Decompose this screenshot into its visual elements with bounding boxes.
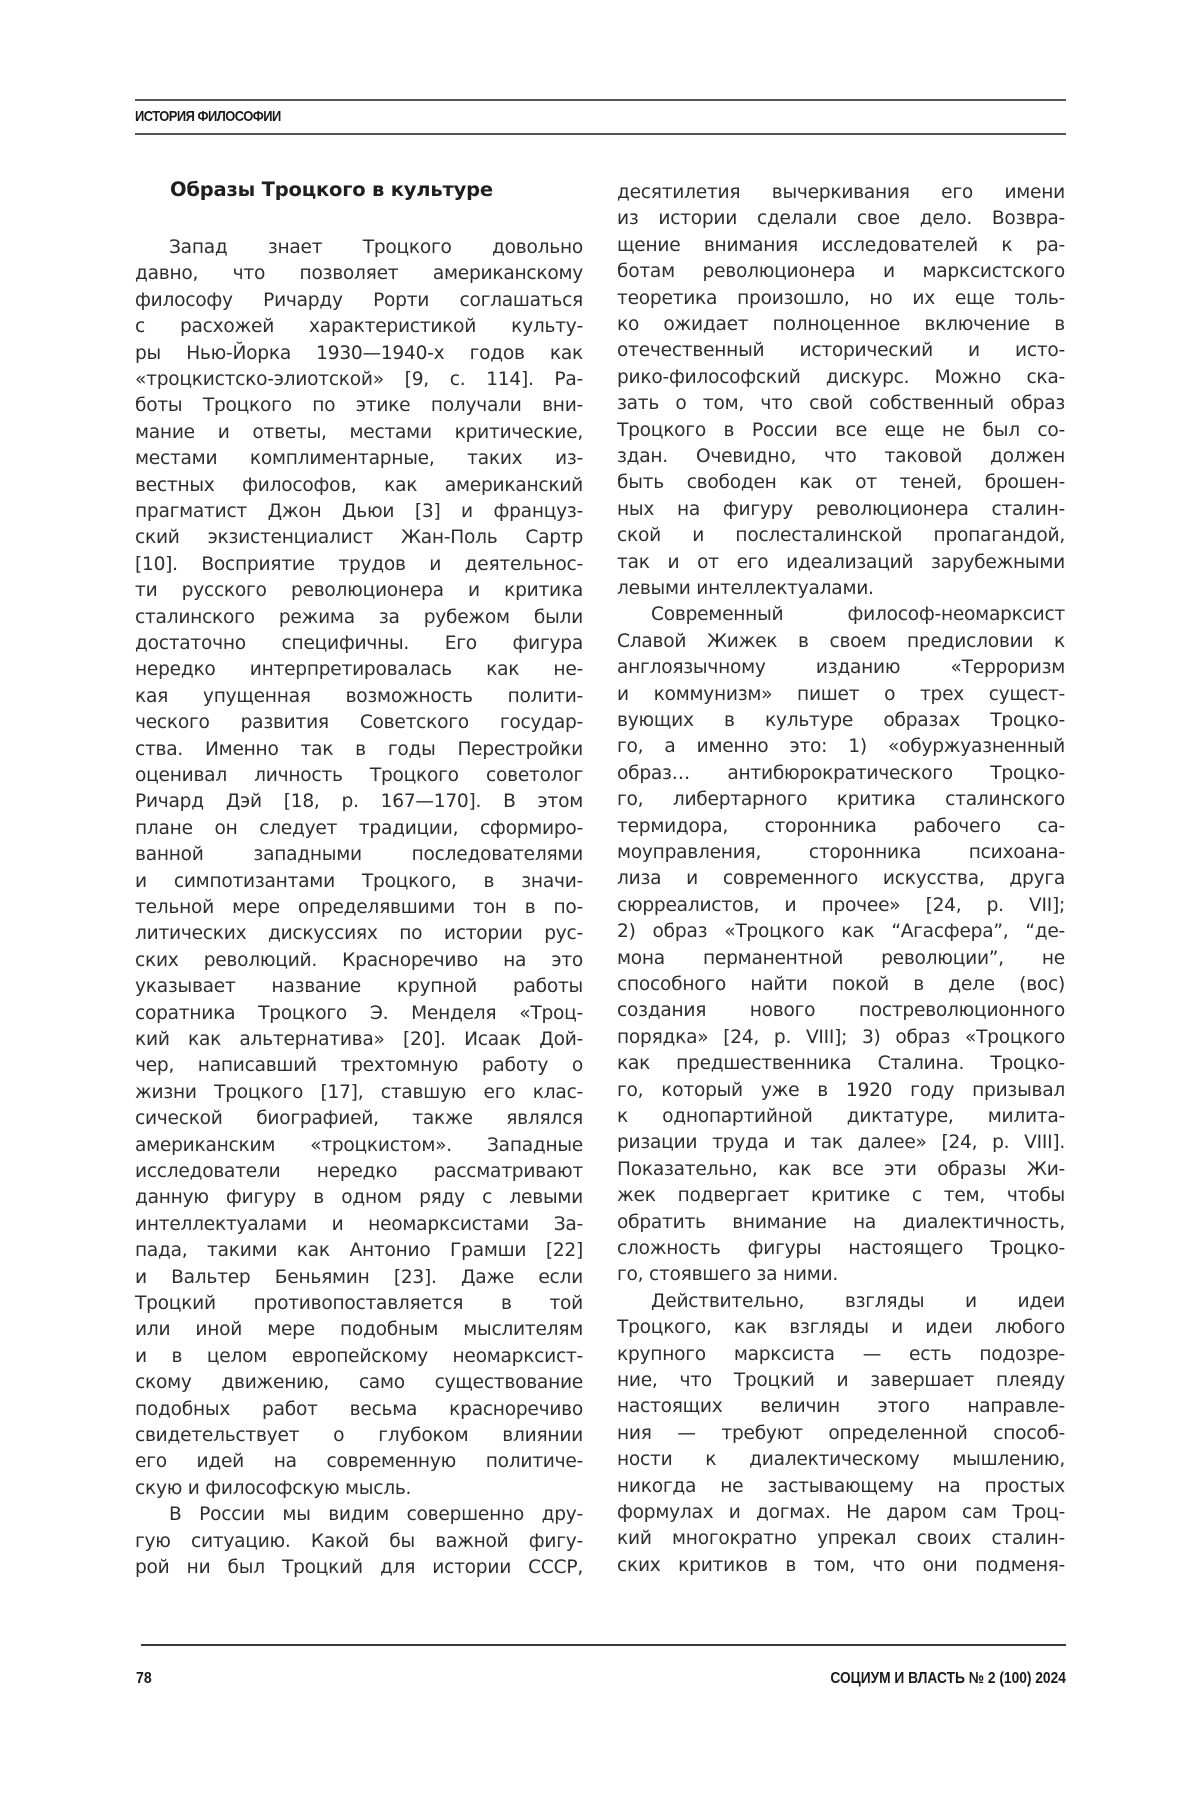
- text-line: интеллектуалами и неомарксистами За-: [135, 1213, 583, 1235]
- text-line: лиза и современного искусства, друга: [617, 868, 1065, 890]
- text-line: Запад знает Троцкого довольно: [169, 237, 583, 258]
- text-line: к однопартийной диктатуре, милита-: [617, 1106, 1065, 1127]
- text-line: тельной мере определявшими тон в по-: [135, 897, 583, 918]
- text-line: ской и послесталинской пропагандой,: [617, 525, 1065, 547]
- page-number: 78: [136, 1670, 152, 1687]
- text-line: ботам революционера и марксистского: [617, 261, 1065, 283]
- text-line: быть свободен как от теней, брошен-: [617, 472, 1065, 494]
- text-line: ческого развития Советского государ-: [135, 712, 583, 734]
- text-line: и симпотизантами Троцкого, в значи-: [135, 870, 583, 892]
- text-line: нередко интерпретировалась как не-: [135, 659, 583, 681]
- text-line: скую и философскую мысль.: [135, 1477, 412, 1499]
- text-line: способного найти покой в деле (вос): [617, 974, 1065, 995]
- text-line: и Вальтер Беньямин [23]. Даже если: [135, 1266, 583, 1288]
- text-line: мание и ответы, местами критические,: [135, 421, 583, 443]
- text-line: здан. Очевидно, что таковой должен: [617, 446, 1065, 467]
- text-line: его идей на современную политиче-: [135, 1451, 583, 1473]
- text-line: так и от его идеализаций зарубежными: [617, 551, 1065, 573]
- text-line: жизни Троцкого [17], ставшую его клас-: [135, 1081, 583, 1103]
- text-line: отечественный исторический и исто-: [617, 340, 1065, 362]
- text-line: десятилетия вычеркивания его имени: [617, 182, 1065, 203]
- text-line: ских революций. Красноречиво на это: [135, 949, 583, 971]
- text-line: сюрреалистов, и прочее» [24, p. VII];: [617, 894, 1065, 916]
- text-line: рико-философский дискурс. Можно ска-: [617, 366, 1065, 388]
- text-line: Троцкий противопоставляется в той: [135, 1293, 583, 1314]
- text-line: ванной западными последователями: [135, 844, 583, 866]
- text-line: ности к диалектическому мышлению,: [617, 1449, 1065, 1471]
- text-line: теоретика произошло, но их еще толь-: [617, 287, 1065, 309]
- text-line: [10]. Восприятие трудов и деятельнос-: [135, 553, 583, 575]
- text-line: скому движению, само существование: [135, 1372, 583, 1394]
- text-line: крупного марксиста — есть подозре-: [617, 1343, 1065, 1365]
- text-line: прагматист Джон Дьюи [3] и француз-: [135, 501, 583, 522]
- article-heading: Образы Троцкого в культуре: [170, 178, 493, 201]
- text-line: сложность фигуры настоящего Троцко-: [617, 1238, 1065, 1259]
- text-line: левыми интеллектуалами.: [617, 578, 874, 599]
- footer-rule: [141, 1644, 1066, 1646]
- text-line: термидора, сторонника рабочего са-: [617, 815, 1065, 837]
- text-line: давно, что позволяет американскому: [135, 263, 583, 285]
- text-line: американским «троцкистом». Западные: [135, 1134, 583, 1156]
- text-line: англоязычному изданию «Терроризм: [617, 657, 1065, 679]
- text-line: В России мы видим совершенно дру-: [169, 1504, 583, 1526]
- text-line: оценивал личность Троцкого советолог: [135, 765, 583, 786]
- text-line: зать о том, что свой собственный образ: [617, 393, 1065, 415]
- text-line: Современный философ-неомарксист: [651, 604, 1065, 626]
- journal-issue: СОЦИУМ И ВЛАСТЬ № 2 (100) 2024: [830, 1670, 1066, 1687]
- text-line: щение внимания исследователей к ра-: [617, 234, 1065, 256]
- text-line: философу Ричарду Рорти соглашаться: [135, 289, 583, 311]
- text-line: ко ожидает полноценное включение в: [617, 314, 1065, 335]
- text-line: гую ситуацию. Какой бы важной фигу-: [135, 1530, 583, 1552]
- text-line: соратника Троцкого Э. Менделя «Троц-: [135, 1002, 583, 1024]
- text-line: Показательно, как все эти образы Жи-: [617, 1158, 1065, 1180]
- text-line: Действительно, взгляды и идеи: [651, 1290, 1065, 1312]
- text-line: или иной мере подобным мыслителям: [135, 1319, 583, 1341]
- text-line: ния — требуют определенной способ-: [617, 1422, 1065, 1444]
- text-line: ский экзистенциалист Жан-Поль Сартр: [135, 527, 583, 549]
- text-line: и коммунизм» пишет о трех сущест-: [617, 683, 1065, 705]
- text-line: ских критиков в том, что они подменя-: [617, 1554, 1065, 1576]
- header-top-rule: [135, 99, 1066, 101]
- text-line: боты Троцкого по этике получали вни-: [135, 395, 583, 417]
- text-line: ства. Именно так в годы Перестройки: [135, 738, 583, 760]
- text-line: пада, такими как Антонио Грамши [22]: [135, 1240, 583, 1262]
- text-line: образ… антибюрократического Троцко-: [617, 762, 1065, 784]
- text-line: обратить внимание на диалектичность,: [617, 1211, 1065, 1233]
- text-line: жек подвергает критике с тем, чтобы: [617, 1185, 1065, 1207]
- text-line: 2) образ «Троцкого как “Агасфера”, “де-: [617, 921, 1065, 943]
- text-line: кая упущенная возможность полити-: [135, 685, 583, 707]
- text-line: мона перманентной революции”, не: [617, 947, 1065, 969]
- text-line: вестных философов, как американский: [135, 474, 583, 496]
- text-line: формулах и догмах. Не даром сам Троц-: [617, 1502, 1065, 1523]
- text-line: как предшественника Сталина. Троцко-: [617, 1053, 1065, 1075]
- text-line: свидетельствует о глубоком влиянии: [135, 1425, 583, 1446]
- header-bottom-rule: [135, 133, 1066, 135]
- text-line: го, а именно это: 1) «обуржуазненный: [617, 736, 1065, 758]
- text-line: кий многократно упрекал своих сталин-: [617, 1528, 1065, 1550]
- text-line: создания нового постреволюционного: [617, 1000, 1065, 1022]
- text-line: вующих в культуре образах Троцко-: [617, 710, 1065, 731]
- text-line: го, либертарного критика сталинского: [617, 789, 1065, 811]
- text-line: ных на фигуру революционера сталин-: [617, 498, 1065, 520]
- text-line: из истории сделали свое дело. Возвра-: [617, 208, 1065, 230]
- text-line: го, стоявшего за ними.: [617, 1264, 839, 1286]
- text-line: ти русского революционера и критика: [135, 580, 583, 602]
- text-line: рой ни был Троцкий для истории СССР,: [135, 1557, 583, 1578]
- text-line: ризации труда и так далее» [24, p. VIII].: [617, 1132, 1065, 1154]
- text-line: местами комплиментарные, таких из-: [135, 448, 583, 470]
- text-line: чер, написавший трехтомную работу о: [135, 1055, 583, 1077]
- text-line: Троцкого в России все еще не был со-: [617, 419, 1065, 441]
- text-line: «троцкистско-элиотской» [9, с. 114]. Ра-: [135, 369, 583, 390]
- text-line: никогда не застывающему на простых: [617, 1475, 1065, 1497]
- text-line: сической биографией, также являлся: [135, 1108, 583, 1130]
- text-line: достаточно специфичны. Его фигура: [135, 633, 583, 654]
- text-line: исследователи нередко рассматривают: [135, 1161, 583, 1182]
- text-line: настоящих величин этого направле-: [617, 1396, 1065, 1418]
- text-line: и в целом европейскому неомарксист-: [135, 1345, 583, 1367]
- section-label: ИСТОРИЯ ФИЛОСОФИИ: [135, 108, 281, 125]
- text-line: данную фигуру в одном ряду с левыми: [135, 1187, 583, 1209]
- text-line: плане он следует традиции, сформиро-: [135, 817, 583, 839]
- text-line: сталинского режима за рубежом были: [135, 606, 583, 628]
- text-line: кий как альтернатива» [20]. Исаак Дой-: [135, 1029, 583, 1050]
- text-line: порядка» [24, p. VIII]; 3) образ «Троцкого: [617, 1026, 1065, 1048]
- text-line: Славой Жижек в своем предисловии к: [617, 630, 1065, 652]
- text-line: моуправления, сторонника психоана-: [617, 842, 1065, 863]
- text-line: Ричард Дэй [18, p. 167—170]. В этом: [135, 791, 583, 813]
- text-line: литических дискуссиях по истории рус-: [135, 923, 583, 945]
- text-line: Троцкого, как взгляды и идеи любого: [617, 1317, 1065, 1339]
- text-line: указывает название крупной работы: [135, 976, 583, 998]
- text-line: с расхожей характеристикой культу-: [135, 316, 583, 338]
- text-line: подобных работ весьма красноречиво: [135, 1398, 583, 1420]
- text-line: ние, что Троцкий и завершает плеяду: [617, 1370, 1065, 1391]
- text-line: ры Нью-Йорка 1930—1940-х годов как: [135, 342, 583, 364]
- text-line: го, который уже в 1920 году призывал: [617, 1079, 1065, 1101]
